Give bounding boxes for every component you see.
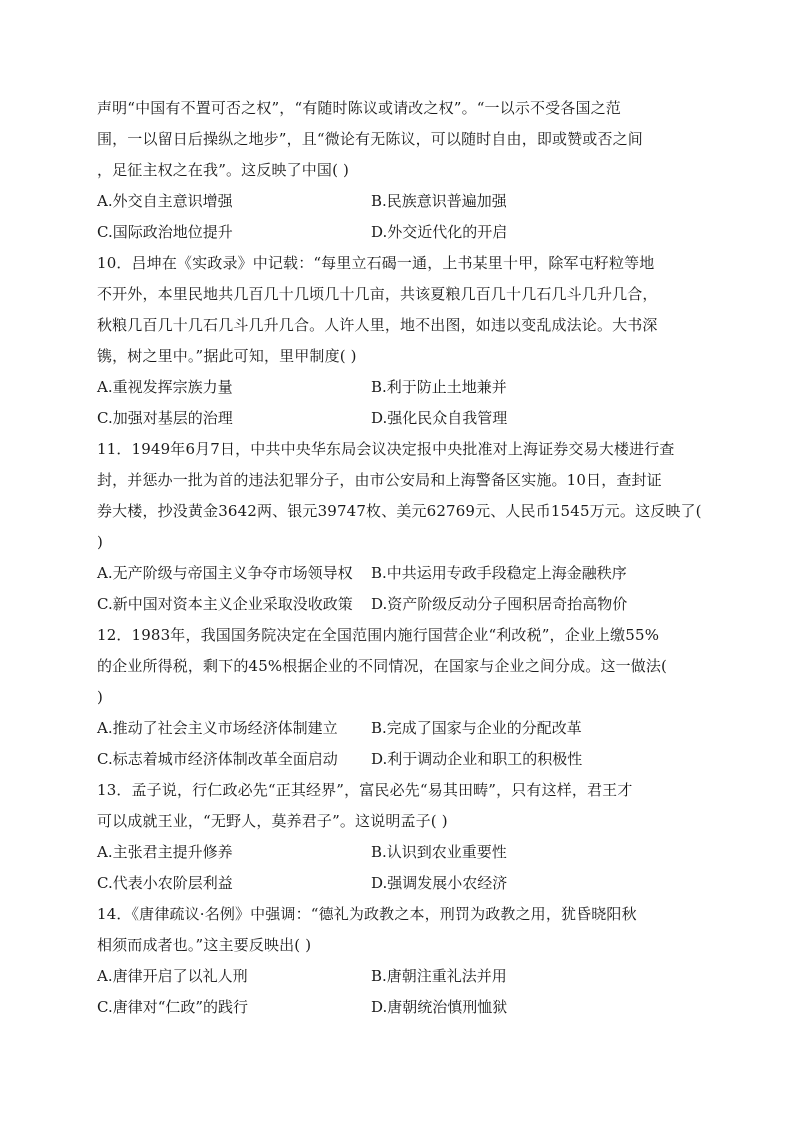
q13-option-a: A.主张君主提升修养 — [97, 843, 233, 861]
q14-option-d: D.唐朝统治慎刑恤狱 — [371, 998, 508, 1016]
q11-text-line-3: 券大楼，抄没黄金3642两、银元39747枚、美元62769元、人民币1545万元。这反映了( — [97, 502, 702, 520]
q9-text-line-2: 围，一以留日后操纵之地步”，且“微论有无陈议，可以随时自由，即或赞或否之间 — [97, 130, 643, 148]
q11-text-line-2: 封，并惩办一批为首的违法犯罪分子，由市公安局和上海警备区实施。10日，查封证 — [97, 471, 662, 489]
q9-text-line-3: ，足征主权之在我”。这反映了中国( ) — [97, 161, 349, 179]
q11-option-b: B.中共运用专政手段稳定上海金融秩序 — [371, 564, 627, 582]
q12-option-c: C.标志着城市经济体制改革全面启动 — [97, 750, 338, 768]
q10-option-c: C.加强对基层的治理 — [97, 409, 233, 427]
q12-text-line-2: 的企业所得税，剩下的45%根据企业的不同情况，在国家与企业之间分成。这一做法( — [97, 657, 668, 675]
q13-option-d: D.强调发展小农经济 — [371, 874, 508, 892]
q9-option-d: D.外交近代化的开启 — [371, 223, 508, 241]
q10-option-a: A.重视发挥宗族力量 — [97, 378, 233, 396]
q11-option-d: D.资产阶级反动分子囤积居奇抬高物价 — [371, 595, 628, 613]
q14-option-c: C.唐律对“仁政”的践行 — [97, 998, 249, 1016]
q10-text-line-3: 秋粮几百几十几石几斗几升几合。人许人里，地不出图，如违以变乱成法论。大书深 — [97, 316, 658, 334]
q14-text-line-2: 相须而成者也。”这主要反映出( ) — [97, 936, 312, 954]
q9-option-c: C.国际政治地位提升 — [97, 223, 233, 241]
q14-option-b: B.唐朝注重礼法并用 — [371, 967, 507, 985]
q14-option-a: A.唐律开启了以礼人刑 — [97, 967, 248, 985]
q12-text-line-1: 12．1983年，我国国务院决定在全国范围内施行国营企业“利改税”，企业上缴55% — [97, 626, 660, 644]
q10-text-line-1: 10．吕坤在《实政录》中记载：“每里立石碣一通，上书某里十甲，除军屯籽粒等地 — [97, 254, 655, 272]
q9-option-a: A.外交自主意识增强 — [97, 192, 233, 210]
q10-option-d: D.强化民众自我管理 — [371, 409, 508, 427]
q12-text-line-3: ) — [97, 688, 104, 706]
q12-option-d: D.利于调动企业和职工的积极性 — [371, 750, 583, 768]
q10-text-line-2: 不开外，本里民地共几百几十几顷几十几亩，共该夏粮几百几十几石几斗几升几合， — [97, 285, 658, 303]
q9-text-line-1: 声明“中国有不置可否之权”，“有随时陈议或请改之权”。“一以示不受各国之范 — [97, 99, 621, 117]
q10-option-b: B.利于防止土地兼并 — [371, 378, 507, 396]
q12-option-b: B.完成了国家与企业的分配改革 — [371, 719, 582, 737]
q9-option-b: B.民族意识普遍加强 — [371, 192, 507, 210]
q11-text-line-4: ) — [97, 533, 104, 551]
q11-option-a: A.无产阶级与帝国主义争夺市场领导权 — [97, 564, 353, 582]
q13-text-line-2: 可以成就王业，“无野人，莫养君子”。这说明孟子( ) — [97, 812, 448, 830]
q13-text-line-1: 13．孟子说，行仁政必先“正其经界”，富民必先“易其田畴”，只有这样，君王才 — [97, 781, 633, 799]
q14-text-line-1: 14．《唐律疏议·名例》中强调：“德礼为政教之本，刑罚为政教之用，犹昏晓阳秋 — [97, 905, 637, 923]
q13-option-b: B.认识到农业重要性 — [371, 843, 507, 861]
q12-option-a: A.推动了社会主义市场经济体制建立 — [97, 719, 338, 737]
q10-text-line-4: 镌，树之里中。”据此可知，里甲制度( ) — [97, 347, 357, 365]
q11-option-c: C.新中国对资本主义企业采取没收政策 — [97, 595, 353, 613]
q11-text-line-1: 11．1949年6月7日，中共中央华东局会议决定报中央批准对上海证券交易大楼进行查 — [97, 440, 675, 458]
q13-option-c: C.代表小农阶层利益 — [97, 874, 233, 892]
